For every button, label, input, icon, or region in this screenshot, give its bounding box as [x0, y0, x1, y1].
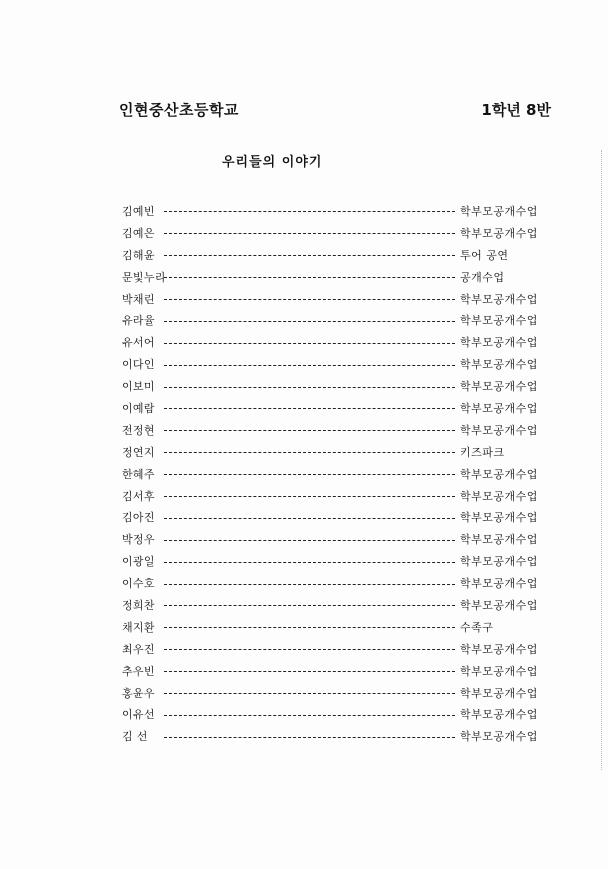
dashed-leader [164, 474, 455, 475]
student-name: 이광일 [122, 555, 155, 569]
student-name: 정연지 [122, 445, 155, 459]
school-name: 인현중산초등학교 [119, 101, 239, 119]
student-name: 한혜주 [122, 467, 155, 481]
activity-label: 학부모공개수업 [460, 664, 538, 678]
list-item [122, 506, 540, 528]
dashed-leader [164, 715, 455, 716]
student-name: 이다인 [122, 358, 155, 372]
student-name: 김서후 [122, 489, 155, 503]
student-name: 정희찬 [122, 598, 155, 612]
dashed-leader [164, 562, 455, 563]
student-name: 유라율 [122, 314, 155, 328]
activity-label: 학부모공개수업 [460, 489, 538, 503]
student-name: 전정현 [122, 423, 155, 437]
list-item [122, 485, 540, 507]
list-item [122, 353, 540, 375]
dashed-leader [164, 233, 455, 234]
student-name: 유서어 [122, 336, 155, 350]
dashed-leader [164, 452, 455, 453]
activity-label: 학부모공개수업 [460, 401, 538, 415]
activity-label: 공개수업 [460, 270, 505, 284]
dashed-leader [164, 321, 455, 322]
list-item [122, 682, 540, 704]
scan-edge-line [601, 150, 602, 770]
class-grade: 1학년 8반 [481, 101, 551, 119]
activity-label: 학부모공개수업 [460, 467, 538, 481]
list-item [122, 638, 540, 660]
dashed-leader [164, 408, 455, 409]
list-item [122, 528, 540, 550]
activity-label: 학부모공개수업 [460, 598, 538, 612]
student-name: 최우진 [122, 642, 155, 656]
list-item [122, 375, 540, 397]
list-item [122, 200, 540, 222]
list-item [122, 266, 540, 288]
student-list [122, 200, 540, 747]
list-item [122, 331, 540, 353]
activity-label: 학부모공개수업 [460, 708, 538, 722]
student-name: 김 선 [122, 730, 148, 744]
list-item [122, 463, 540, 485]
list-item [122, 419, 540, 441]
activity-label: 학부모공개수업 [460, 336, 538, 350]
list-item [122, 594, 540, 616]
document-title: 우리들의 이야기 [222, 155, 323, 170]
activity-label: 학부모공개수업 [460, 380, 538, 394]
activity-label: 학부모공개수업 [460, 533, 538, 547]
student-name: 김아진 [122, 511, 155, 525]
dashed-leader [164, 518, 455, 519]
dashed-leader [164, 387, 455, 388]
activity-label: 학부모공개수업 [460, 642, 538, 656]
activity-label: 학부모공개수업 [460, 226, 538, 240]
list-item [122, 397, 540, 419]
list-item [122, 725, 540, 747]
dashed-leader [164, 277, 455, 278]
dashed-leader [164, 343, 455, 344]
activity-label: 학부모공개수업 [460, 204, 538, 218]
dashed-leader [164, 649, 455, 650]
list-item [122, 222, 540, 244]
activity-label: 수족구 [460, 620, 494, 634]
dashed-leader [164, 365, 455, 366]
student-name: 이예람 [122, 401, 155, 415]
dashed-leader [164, 211, 455, 212]
dashed-leader [164, 255, 455, 256]
list-item [122, 703, 540, 725]
dashed-leader [164, 496, 455, 497]
list-item [122, 244, 540, 266]
student-name: 박정우 [122, 533, 155, 547]
student-name: 박채린 [122, 292, 155, 306]
dashed-leader [164, 430, 455, 431]
student-name: 추우빈 [122, 664, 155, 678]
student-name: 홍윤우 [122, 686, 155, 700]
dashed-leader [164, 737, 455, 738]
activity-label: 학부모공개수업 [460, 423, 538, 437]
list-item [122, 660, 540, 682]
activity-label: 학부모공개수업 [460, 686, 538, 700]
list-item [122, 616, 540, 638]
dashed-leader [164, 693, 455, 694]
dashed-leader [164, 584, 455, 585]
student-name: 이유선 [122, 708, 155, 722]
student-name: 문빛누리 [122, 270, 166, 284]
student-name: 이보미 [122, 380, 155, 394]
dashed-leader [164, 671, 455, 672]
list-item [122, 550, 540, 572]
student-name: 김예은 [122, 226, 155, 240]
activity-label: 투어 공연 [460, 248, 509, 262]
dashed-leader [164, 299, 455, 300]
activity-label: 키즈파크 [460, 445, 505, 459]
activity-label: 학부모공개수업 [460, 358, 538, 372]
activity-label: 학부모공개수업 [460, 730, 538, 744]
list-item [122, 572, 540, 594]
activity-label: 학부모공개수업 [460, 577, 538, 591]
student-name: 김해윤 [122, 248, 155, 262]
activity-label: 학부모공개수업 [460, 511, 538, 525]
dashed-leader [164, 605, 455, 606]
dashed-leader [164, 627, 455, 628]
activity-label: 학부모공개수업 [460, 292, 538, 306]
student-name: 채지환 [122, 620, 155, 634]
list-item [122, 441, 540, 463]
activity-label: 학부모공개수업 [460, 555, 538, 569]
list-item [122, 309, 540, 331]
list-item [122, 288, 540, 310]
dashed-leader [164, 540, 455, 541]
student-name: 김예빈 [122, 204, 155, 218]
student-name: 이수호 [122, 577, 155, 591]
activity-label: 학부모공개수업 [460, 314, 538, 328]
